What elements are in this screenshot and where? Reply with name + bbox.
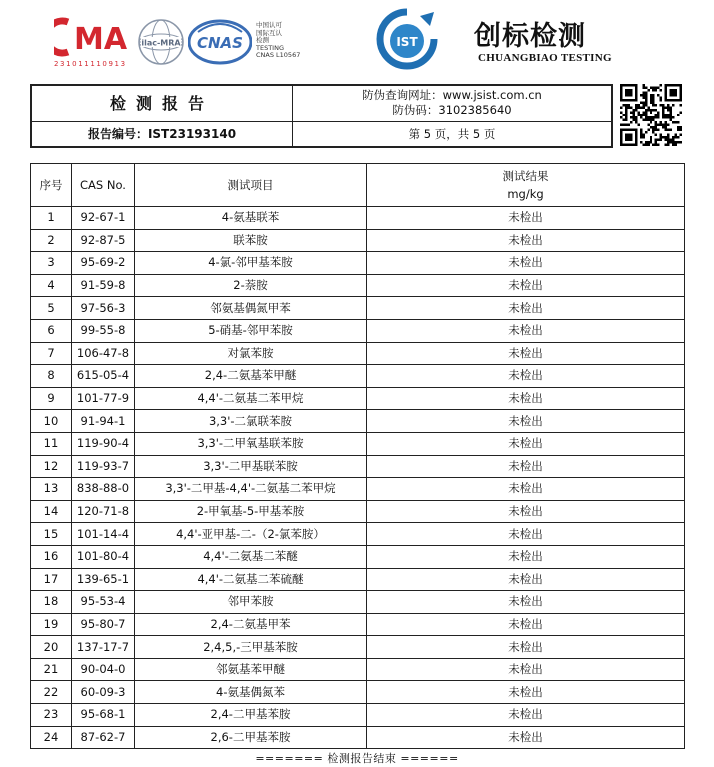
table-row	[31, 229, 685, 252]
cell-result: 未检出	[367, 252, 685, 275]
table-row	[31, 704, 685, 727]
cell-result: 未检出	[367, 229, 685, 252]
cell-item: 4-氨基联苯	[135, 207, 367, 230]
cell-cas: 91-94-1	[72, 410, 135, 433]
ist-logo	[376, 8, 438, 70]
cell-cas: 139-65-1	[72, 568, 135, 591]
cnas-logo	[188, 18, 252, 66]
cell-index: 1	[31, 207, 72, 230]
cell-item: 4-氯-邻甲基苯胺	[135, 252, 367, 275]
table-row	[31, 658, 685, 681]
cnas-line: 检测	[256, 36, 269, 45]
cell-result: 未检出	[367, 387, 685, 410]
cell-cas: 97-56-3	[72, 297, 135, 320]
verification-info	[293, 88, 611, 118]
cell-cas: 95-53-4	[72, 591, 135, 614]
cell-cas: 119-93-7	[72, 455, 135, 478]
cell-index: 21	[31, 658, 72, 681]
cell-result: 未检出	[367, 545, 685, 568]
table-row	[31, 523, 685, 546]
verification-url: 防伪查询网址：www.jsist.com.cn	[362, 88, 542, 102]
cell-index: 8	[31, 365, 72, 388]
svg-text:MA: MA	[74, 22, 128, 57]
cell-index: 10	[31, 410, 72, 433]
cnas-caption	[256, 22, 300, 60]
brand-name-en: CHUANGBIAO TESTING	[478, 52, 612, 64]
cell-item: 2,4,5,-三甲基苯胺	[135, 636, 367, 659]
table-row	[31, 455, 685, 478]
cell-result: 未检出	[367, 207, 685, 230]
table-row	[31, 410, 685, 433]
cell-index: 15	[31, 523, 72, 546]
verification-code: 防伪码：3102385640	[392, 103, 512, 117]
header-result	[367, 164, 685, 207]
cell-cas: 119-90-4	[72, 432, 135, 455]
cell-index: 19	[31, 613, 72, 636]
cell-cas: 92-87-5	[72, 229, 135, 252]
table-row	[31, 342, 685, 365]
cma-number: 231011110913	[54, 60, 127, 68]
cell-result: 未检出	[367, 636, 685, 659]
cell-index: 22	[31, 681, 72, 704]
ilac-mra-logo	[136, 18, 186, 66]
cell-result: 未检出	[367, 365, 685, 388]
table-row	[31, 365, 685, 388]
cnas-line: 中国认可	[256, 21, 282, 29]
table-row	[31, 726, 685, 749]
cell-item: 2-萘胺	[135, 274, 367, 297]
table-row	[31, 387, 685, 410]
table-row	[31, 297, 685, 320]
header-item: 测试项目	[135, 164, 367, 207]
cma-logo	[54, 16, 132, 68]
cell-item: 对氯苯胺	[135, 342, 367, 365]
cell-cas: 838-88-0	[72, 478, 135, 501]
cell-item: 联苯胺	[135, 229, 367, 252]
cell-cas: 99-55-8	[72, 319, 135, 342]
header-result-label: 测试结果	[502, 169, 549, 183]
cell-index: 18	[31, 591, 72, 614]
cell-item: 3,3'-二氯联苯胺	[135, 410, 367, 433]
cell-result: 未检出	[367, 500, 685, 523]
cell-item: 4,4'-二氨基二苯甲烷	[135, 387, 367, 410]
cell-cas: 106-47-8	[72, 342, 135, 365]
cell-item: 邻氨基偶氮甲苯	[135, 297, 367, 320]
table-row	[31, 478, 685, 501]
report-end-marker: ======= 检测报告结束 ======	[255, 752, 459, 765]
cell-index: 17	[31, 568, 72, 591]
table-row	[31, 432, 685, 455]
cnas-text: CNAS	[197, 34, 243, 52]
cell-result: 未检出	[367, 297, 685, 320]
cnas-line: 国际互认	[256, 28, 282, 37]
cell-index: 23	[31, 704, 72, 727]
cell-cas: 137-17-7	[72, 636, 135, 659]
report-number: 报告编号：IST23193140	[87, 127, 237, 141]
cell-index: 9	[31, 387, 72, 410]
report-info-box	[30, 84, 613, 148]
cell-cas: 95-69-2	[72, 252, 135, 275]
cell-result: 未检出	[367, 658, 685, 681]
ilac-text: ilac-MRA	[141, 38, 181, 48]
cell-item: 2,6-二甲基苯胺	[135, 726, 367, 749]
report-title: 检测报告	[109, 94, 214, 113]
cell-index: 7	[31, 342, 72, 365]
cnas-line: TESTING	[256, 43, 284, 52]
cell-index: 2	[31, 229, 72, 252]
table-row	[31, 636, 685, 659]
cell-result: 未检出	[367, 523, 685, 546]
table-row	[31, 545, 685, 568]
cell-cas: 95-68-1	[72, 704, 135, 727]
table-row	[31, 568, 685, 591]
qr-code-icon	[620, 84, 682, 146]
cell-cas: 101-77-9	[72, 387, 135, 410]
ist-text: IST	[396, 35, 418, 49]
cell-item: 2-甲氧基-5-甲基苯胺	[135, 500, 367, 523]
cell-result: 未检出	[367, 410, 685, 433]
cnas-line: CNAS L10567	[256, 51, 301, 60]
cma-mark-icon	[54, 16, 132, 58]
cell-result: 未检出	[367, 319, 685, 342]
cell-index: 12	[31, 455, 72, 478]
cell-cas: 60-09-3	[72, 681, 135, 704]
cell-item: 邻氨基苯甲醚	[135, 658, 367, 681]
cell-index: 16	[31, 545, 72, 568]
cell-item: 3,3'-二甲基-4,4'-二氨基二苯甲烷	[135, 478, 367, 501]
cell-item: 2,4-二氨基苯甲醚	[135, 365, 367, 388]
table-row	[31, 681, 685, 704]
cell-index: 3	[31, 252, 72, 275]
brand-name-cn: 创标检测	[474, 21, 586, 52]
cell-index: 24	[31, 726, 72, 749]
table-row	[31, 207, 685, 230]
cell-index: 5	[31, 297, 72, 320]
cell-cas: 615-05-4	[72, 365, 135, 388]
cell-item: 4,4'-亚甲基-二-（2-氯苯胺）	[135, 523, 367, 546]
cell-result: 未检出	[367, 726, 685, 749]
cell-result: 未检出	[367, 613, 685, 636]
header-index: 序号	[31, 164, 72, 207]
cell-result: 未检出	[367, 681, 685, 704]
cell-item: 3,3'-二甲氧基联苯胺	[135, 432, 367, 455]
table-row	[31, 252, 685, 275]
header-result-unit: mg/kg	[507, 187, 544, 201]
cell-result: 未检出	[367, 704, 685, 727]
cell-result: 未检出	[367, 342, 685, 365]
cell-index: 20	[31, 636, 72, 659]
cell-index: 4	[31, 274, 72, 297]
cell-cas: 120-71-8	[72, 500, 135, 523]
cell-index: 13	[31, 478, 72, 501]
cell-result: 未检出	[367, 274, 685, 297]
cell-cas: 95-80-7	[72, 613, 135, 636]
table-header-row	[31, 164, 685, 207]
cell-cas: 92-67-1	[72, 207, 135, 230]
cell-item: 5-硝基-邻甲苯胺	[135, 319, 367, 342]
cell-index: 6	[31, 319, 72, 342]
results-table	[30, 163, 685, 749]
cell-cas: 87-62-7	[72, 726, 135, 749]
table-row	[31, 591, 685, 614]
cell-result: 未检出	[367, 432, 685, 455]
cell-result: 未检出	[367, 478, 685, 501]
cell-item: 4,4'-二氨基二苯醚	[135, 545, 367, 568]
cell-item: 4,4'-二氨基二苯硫醚	[135, 568, 367, 591]
cell-item: 4-氨基偶氮苯	[135, 681, 367, 704]
cell-item: 2,4-二甲基苯胺	[135, 704, 367, 727]
cell-cas: 101-80-4	[72, 545, 135, 568]
page-info: 第 5 页，共 5 页	[408, 127, 496, 141]
cell-result: 未检出	[367, 568, 685, 591]
cell-cas: 91-59-8	[72, 274, 135, 297]
header-cas: CAS No.	[72, 164, 135, 207]
cell-result: 未检出	[367, 455, 685, 478]
table-row	[31, 319, 685, 342]
cell-index: 14	[31, 500, 72, 523]
cell-item: 邻甲苯胺	[135, 591, 367, 614]
cell-index: 11	[31, 432, 72, 455]
cell-cas: 90-04-0	[72, 658, 135, 681]
table-row	[31, 274, 685, 297]
cell-item: 3,3'-二甲基联苯胺	[135, 455, 367, 478]
cell-result: 未检出	[367, 591, 685, 614]
cell-cas: 101-14-4	[72, 523, 135, 546]
cell-item: 2,4-二氨基甲苯	[135, 613, 367, 636]
table-row	[31, 500, 685, 523]
table-row	[31, 613, 685, 636]
